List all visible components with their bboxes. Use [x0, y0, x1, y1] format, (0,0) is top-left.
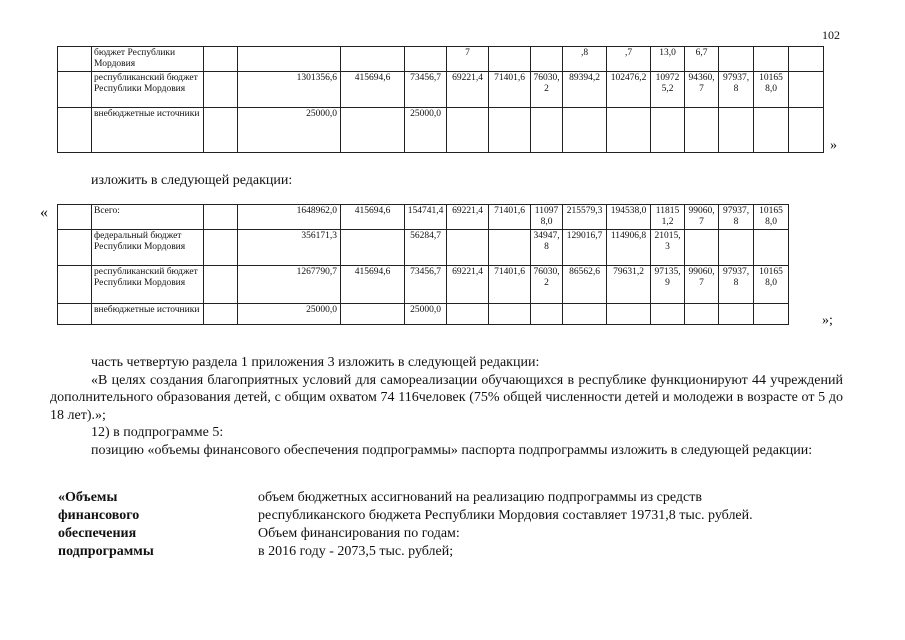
table-cell: 415694,6 [341, 266, 405, 304]
table-cell [531, 304, 563, 325]
table-cell [719, 304, 754, 325]
funding-key-line-1: «Объемы [58, 490, 118, 505]
table-cell [607, 304, 651, 325]
table-cell [789, 72, 824, 108]
table-cell: 415694,6 [341, 72, 405, 108]
table-cell: 34947,8 [531, 230, 563, 266]
row-index-cell [58, 108, 92, 153]
table-cell [531, 108, 563, 153]
table-cell: 25000,0 [405, 108, 447, 153]
table-cell: 97937,8 [719, 72, 754, 108]
table-cell: 109725,2 [651, 72, 685, 108]
table-cell: 99060,7 [685, 266, 719, 304]
body-text [50, 354, 843, 459]
table-cell [719, 47, 754, 72]
table-cell [341, 108, 405, 153]
table-row [58, 108, 861, 153]
row-label: бюджет Республики Мордовия [92, 47, 204, 72]
table-cell [489, 47, 531, 72]
table-cell: 69221,4 [447, 205, 489, 230]
table-cell: 99060,7 [685, 205, 719, 230]
table-cell [754, 304, 789, 325]
financing-table-new-body [58, 205, 824, 325]
funding-value-line-3: Объем финансирования по годам: [258, 526, 460, 541]
table-cell [489, 304, 531, 325]
spacer-cell [204, 72, 238, 108]
table-cell: 415694,6 [341, 205, 405, 230]
table-cell [719, 230, 754, 266]
table-cell: ,7 [607, 47, 651, 72]
table-row [58, 304, 824, 325]
financing-table-old-body [58, 47, 861, 153]
row-label: Всего: [92, 205, 204, 230]
table-cell: 1648962,0 [238, 205, 341, 230]
row-index-cell [58, 205, 92, 230]
row-index-cell [58, 47, 92, 72]
table-cell [563, 304, 607, 325]
table-cell: 71401,6 [489, 266, 531, 304]
table-cell: 76030,2 [531, 72, 563, 108]
paragraph-2: «В целях создания благоприятных условий для самореализации обучающихся в республике функционируют 44 учреждений дополнительного образования детей, с общим охватом 74 116человек (75% общей численности детей и молодежи в возрасте от 5 до 18 лет).»; [50, 372, 843, 423]
funding-key-line-3: обеспечения [58, 526, 137, 541]
row-label: республиканский бюджет Республики Мордовия [92, 266, 204, 304]
table-cell: 97937,8 [719, 205, 754, 230]
table-cell: 356171,3 [238, 230, 341, 266]
table-row [58, 205, 824, 230]
table-cell: 13,0 [651, 47, 685, 72]
funding-value-line-4: в 2016 году - 2073,5 тыс. рублей; [258, 544, 454, 559]
row-label: республиканский бюджет Республики Мордовия [92, 72, 204, 108]
closing-quote-1: » [830, 138, 837, 153]
page-number: 102 [822, 28, 840, 42]
table-cell: 101658,0 [754, 266, 789, 304]
spacer-cell [204, 108, 238, 153]
table-cell: 215579,3 [563, 205, 607, 230]
table-cell [651, 108, 685, 153]
table-cell: 86562,6 [563, 266, 607, 304]
spacer-cell [204, 205, 238, 230]
table-cell: 194538,0 [607, 205, 651, 230]
table-cell: 69221,4 [447, 266, 489, 304]
table-cell [447, 230, 489, 266]
table-cell: 71401,6 [489, 205, 531, 230]
row-label: внебюджетные источники [92, 108, 204, 153]
table-cell [447, 304, 489, 325]
spacer-cell [204, 304, 238, 325]
financing-table-new [57, 204, 824, 325]
table-cell: 94360,7 [685, 72, 719, 108]
table-cell: 97135,9 [651, 266, 685, 304]
table-cell: 154741,4 [405, 205, 447, 230]
row-label: федеральный бюджет Республики Мордовия [92, 230, 204, 266]
table-cell: 71401,6 [489, 72, 531, 108]
table-cell [651, 304, 685, 325]
table-cell: 1267790,7 [238, 266, 341, 304]
table-cell: 73456,7 [405, 72, 447, 108]
table-cell: ,8 [563, 47, 607, 72]
table-cell [563, 108, 607, 153]
table-cell [754, 47, 789, 72]
row-index-cell [58, 304, 92, 325]
table-cell [405, 47, 447, 72]
table-cell [489, 230, 531, 266]
table-cell: 25000,0 [238, 304, 341, 325]
funding-key-line-2: финансового [58, 508, 140, 523]
table-cell: 101658,0 [754, 72, 789, 108]
table-cell: 56284,7 [405, 230, 447, 266]
table-cell: 21015,3 [651, 230, 685, 266]
spacer-cell [204, 266, 238, 304]
funding-value-line-2: республиканского бюджета Республики Мордовия составляет 19731,8 тыс. рублей. [258, 508, 753, 523]
table-cell: 118151,2 [651, 205, 685, 230]
row-index-cell [58, 230, 92, 266]
table-cell [789, 108, 824, 153]
opening-quote-2: « [40, 204, 48, 221]
table-cell [685, 230, 719, 266]
table-cell [489, 108, 531, 153]
table-cell: 7 [447, 47, 489, 72]
table-cell [719, 108, 754, 153]
table-cell [685, 108, 719, 153]
table-row [58, 266, 824, 304]
table-cell [341, 230, 405, 266]
table-cell [447, 108, 489, 153]
table-cell [341, 47, 405, 72]
section-heading: изложить в следующей редакции: [91, 173, 293, 188]
table-row [58, 72, 861, 108]
spacer-cell [204, 230, 238, 266]
funding-value-line-1: объем бюджетных ассигнований на реализацию подпрограммы из средств [258, 490, 702, 505]
table-cell: 73456,7 [405, 266, 447, 304]
table-cell: 79631,2 [607, 266, 651, 304]
paragraph-4: позицию «объемы финансового обеспечения подпрограммы» паспорта подпрограммы изложить в следующей редакции: [91, 442, 813, 458]
table-cell: 101658,0 [754, 205, 789, 230]
table-cell [531, 47, 563, 72]
table-cell: 89394,2 [563, 72, 607, 108]
table-cell: 76030,2 [531, 266, 563, 304]
paragraph-3: 12) в подпрограмме 5: [91, 425, 224, 440]
paragraph-1: часть четвертую раздела 1 приложения 3 изложить в следующей редакции: [91, 355, 540, 370]
table-cell: 97937,8 [719, 266, 754, 304]
table-cell [754, 108, 789, 153]
table-cell: 25000,0 [405, 304, 447, 325]
table-cell [685, 304, 719, 325]
row-label: внебюджетные источники [92, 304, 204, 325]
financing-table-old [57, 46, 861, 153]
table-cell [754, 230, 789, 266]
table-row [58, 230, 824, 266]
table-row [58, 47, 861, 72]
table-cell [341, 304, 405, 325]
table-cell [789, 47, 824, 72]
row-index-cell [58, 72, 92, 108]
table-cell: 110978,0 [531, 205, 563, 230]
closing-quote-2: »; [822, 313, 833, 328]
funding-key-line-4: подпрограммы [58, 544, 154, 559]
table-cell [607, 108, 651, 153]
spacer-cell [204, 47, 238, 72]
table-cell: 102476,2 [607, 72, 651, 108]
table-cell: 25000,0 [238, 108, 341, 153]
table-cell: 69221,4 [447, 72, 489, 108]
table-cell: 6,7 [685, 47, 719, 72]
table-cell: 1301356,6 [238, 72, 341, 108]
table-cell: 114906,8 [607, 230, 651, 266]
table-cell: 129016,7 [563, 230, 607, 266]
table-cell [238, 47, 341, 72]
row-index-cell [58, 266, 92, 304]
